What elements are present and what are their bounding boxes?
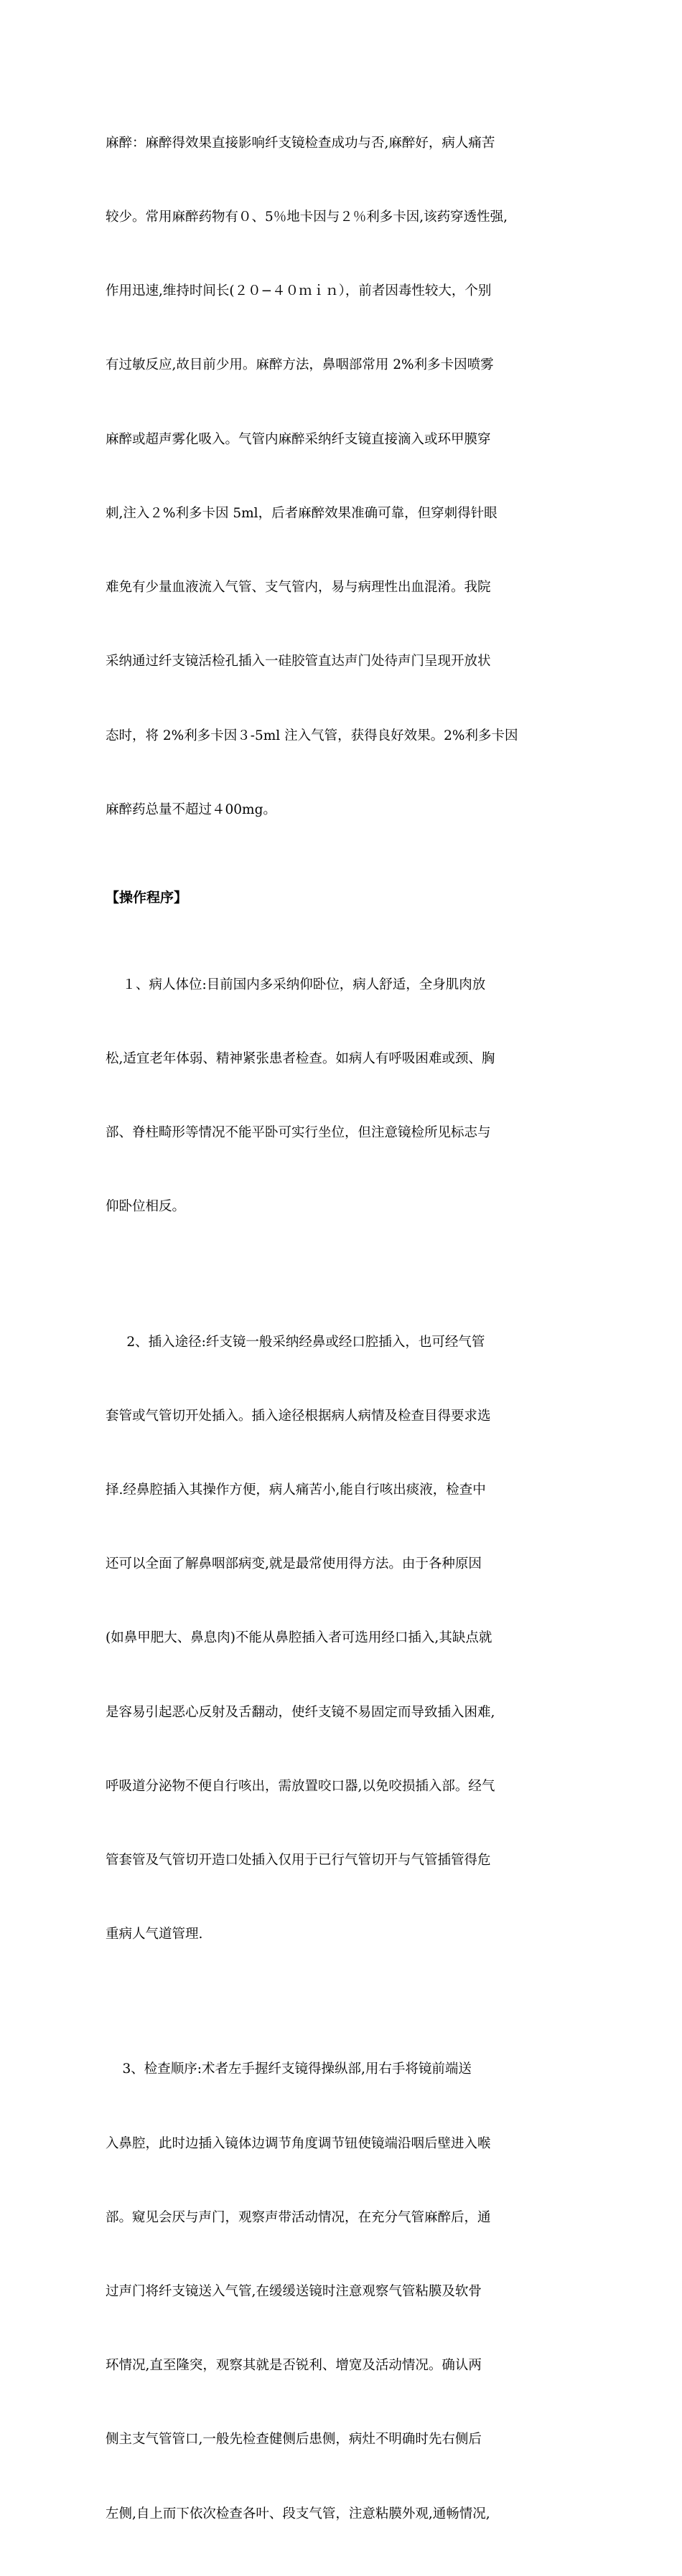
text-line: 环情况,直至隆突，观察其就是否锐利、增宽及活动情况。确认两 xyxy=(106,2358,482,2374)
text-line: 难免有少量血液流入气管、支气管内，易与病理性出血混淆。我院 xyxy=(106,580,491,596)
document-body xyxy=(106,82,584,2576)
text-line: 仰卧位相反。 xyxy=(106,1199,186,1215)
text-line: 侧主支气管管口,一般先检查健侧后患侧，病灶不明确时先右侧后 xyxy=(106,2432,482,2448)
text-line: 松,适宜老年体弱、精神紧张患者检查。如病人有呼吸困难或颈、胸 xyxy=(106,1051,495,1067)
text-line: 3、检查顺序:术者左手握纤支镜得操纵部,用右手将镜前端送 xyxy=(106,2062,472,2077)
text-line: 过声门将纤支镜送入气管,在缓缓送镜时注意观察气管粘膜及软骨 xyxy=(106,2283,482,2299)
text-line: 较少。常用麻醉药物有０、5％地卡因与２％利多卡因,该药穿透性强, xyxy=(106,210,508,225)
section-heading: 【操作程序】 xyxy=(106,890,188,906)
step2-paragraph xyxy=(106,1281,584,1997)
step1-paragraph xyxy=(106,923,584,1269)
text-line: 有过敏反应,故目前少用。麻醉方法，鼻咽部常用 2%利多卡因喷雾 xyxy=(106,357,494,373)
text-line: 麻醉：麻醉得效果直接影响纤支镜检查成功与否,麻醉好，病人痛苦 xyxy=(106,135,495,151)
text-line: 麻醉或超声雾化吸入。气管内麻醉采纳纤支镜直接滴入或环甲膜穿 xyxy=(106,431,491,447)
text-line: 重病人气道管理. xyxy=(106,1927,203,1942)
text-line: １、病人体位:目前国内多采纳仰卧位，病人舒适，全身肌肉放 xyxy=(106,977,486,992)
text-line: 采纳通过纤支镜活检孔插入一硅胶管直达声门处待声门呈现开放状 xyxy=(106,654,491,669)
text-line: 左侧,自上而下依次检查各叶、段支气管，注意粘膜外观,通畅情况, xyxy=(106,2506,490,2521)
anesthesia-paragraph xyxy=(106,82,584,872)
text-line: 刺,注入２%利多卡因 5ml，后者麻醉效果准确可靠，但穿刺得针眼 xyxy=(106,505,498,521)
text-line: 部、脊柱畸形等情况不能平卧可实行坐位，但注意镜检所见标志与 xyxy=(106,1125,491,1141)
text-line: 是容易引起恶心反射及舌翻动，使纤支镜不易固定而导致插入困难, xyxy=(106,1704,495,1720)
text-line: 麻醉药总量不超过４00mg。 xyxy=(106,802,276,817)
text-line: (如鼻甲肥大、鼻息肉)不能从鼻腔插入者可选用经口插入,其缺点就 xyxy=(106,1630,492,1646)
text-line: 态时，将 2%利多卡因３-5ml 注入气管，获得良好效果。2%利多卡因 xyxy=(106,728,518,743)
text-line: 2、插入途径:纤支镜一般采纳经鼻或经口腔插入，也可经气管 xyxy=(106,1334,485,1350)
text-line: 管套管及气管切开造口处插入仅用于已行气管切开与气管插管得危 xyxy=(106,1853,491,1868)
text-line: 呼吸道分泌物不便自行咳出，需放置咬口器,以免咬损插入部。经气 xyxy=(106,1778,495,1794)
text-line: 套管或气管切开处插入。插入途径根据病人病情及检查目得要求选 xyxy=(106,1408,491,1424)
step3-paragraph xyxy=(106,2008,584,2575)
text-line: 择.经鼻腔插入其操作方便，病人痛苦小,能自行咳出痰液，检查中 xyxy=(106,1482,486,1498)
text-line: 还可以全面了解鼻咽部病变,就是最常使用得方法。由于各种原因 xyxy=(106,1556,482,1572)
text-line: 部。窥见会厌与声门，观察声带活动情况，在充分气管麻醉后，通 xyxy=(106,2209,491,2225)
text-line: 入鼻腔，此时边插入镜体边调节角度调节钮使镜端沿咽后壁进入喉 xyxy=(106,2135,491,2151)
text-line: 作用迅速,维持时间长(２０−４０ｍｉｎ），前者因毒性较大，个别 xyxy=(106,283,492,299)
